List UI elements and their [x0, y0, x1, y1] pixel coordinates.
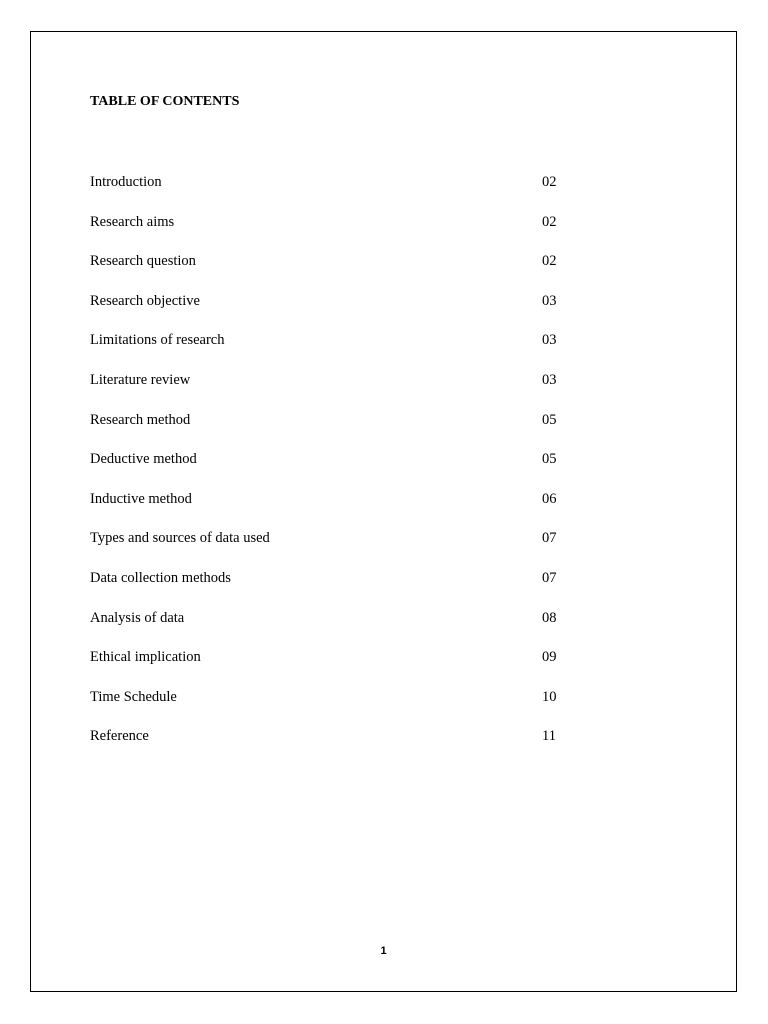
toc-entry-page-number: 03: [542, 371, 557, 388]
toc-entry-page-number: 08: [542, 609, 557, 626]
toc-entry-label: Data collection methods: [90, 569, 231, 586]
toc-entry: [90, 410, 570, 450]
toc-entry-label: Limitations of research: [90, 332, 225, 349]
toc-entry-label: Reference: [90, 728, 149, 745]
toc-entry: [90, 528, 570, 568]
toc-entry: [90, 489, 570, 529]
toc-entry-page-number: 02: [542, 174, 557, 190]
toc-entry: [90, 212, 570, 252]
toc-entry-page-number: 06: [542, 490, 557, 507]
toc-entry-page-number: 07: [542, 530, 557, 547]
toc-entry-label: Literature review: [90, 371, 191, 388]
toc-entry-page-number: 05: [542, 451, 557, 468]
toc-entry: [90, 687, 570, 727]
toc-entry-page-number: 11: [542, 728, 556, 745]
toc-entry-label: Introduction: [90, 174, 162, 190]
toc-title: TABLE OF CONTENTS: [90, 94, 240, 109]
toc-entry-page-number: 09: [542, 649, 557, 666]
toc-entry-page-number: 10: [542, 688, 557, 705]
toc-entry-page-number: 07: [542, 569, 557, 586]
toc-entry-label: Types and sources of data used: [90, 530, 270, 547]
toc-entry: [90, 251, 570, 291]
toc-entry: [90, 449, 570, 489]
toc-entry-page-number: 02: [542, 253, 557, 270]
page-number: 1: [380, 945, 387, 957]
toc-entry: [90, 172, 570, 212]
toc-entry-label: Research objective: [90, 292, 200, 309]
toc-entry: [90, 330, 570, 370]
toc-entry-label: Research method: [90, 411, 191, 428]
toc-entry-label: Analysis of data: [90, 609, 185, 626]
toc-entry: [90, 568, 570, 608]
toc-entry: [90, 291, 570, 331]
toc-entry-page-number: 05: [542, 411, 557, 428]
toc-entry-label: Research question: [90, 253, 196, 270]
document-page: [30, 31, 737, 992]
toc-list: [90, 172, 570, 766]
toc-entry-label: Inductive method: [90, 490, 192, 507]
toc-entry-label: Research aims: [90, 213, 175, 230]
toc-entry: [90, 726, 570, 766]
toc-entry-page-number: 03: [542, 332, 557, 349]
toc-entry-label: Time Schedule: [90, 688, 177, 705]
toc-entry-label: Ethical implication: [90, 649, 201, 666]
toc-entry-page-number: 03: [542, 292, 557, 309]
toc-entry: [90, 647, 570, 687]
toc-entry-label: Deductive method: [90, 451, 197, 468]
toc-entry-page-number: 02: [542, 213, 557, 230]
toc-entry: [90, 370, 570, 410]
toc-entry: [90, 608, 570, 648]
